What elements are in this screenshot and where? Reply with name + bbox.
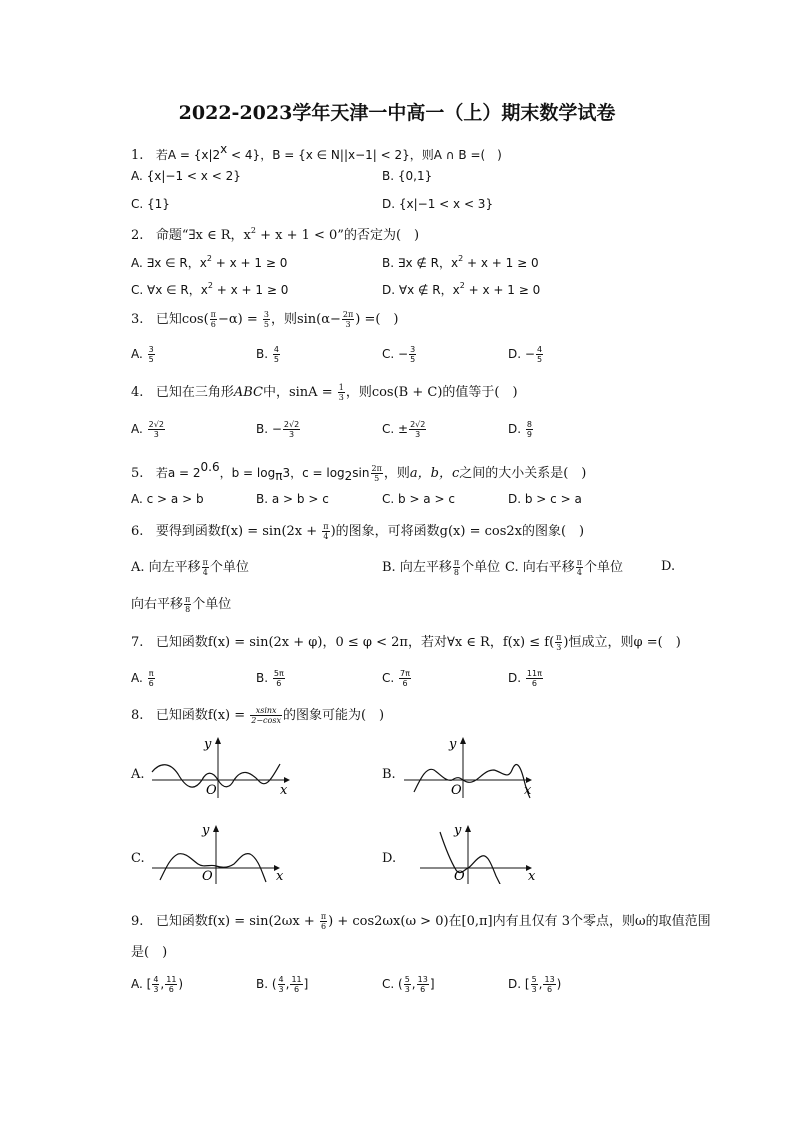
question-text: ) =( ) xyxy=(355,312,399,327)
origin-label: O xyxy=(454,869,465,884)
option-text: + x + 1 ≥ 0 xyxy=(211,256,288,270)
option-d[interactable]: D. {x|−1 < x < 3} xyxy=(382,197,494,211)
question-4 xyxy=(131,383,518,402)
x-label: x xyxy=(276,869,284,884)
option-d[interactable]: D. [ $\frac{5}{3}$ , $\frac{13}{6}$ ) xyxy=(508,975,562,994)
fraction: $\frac{2\pi}{3}$ xyxy=(342,310,354,329)
question-text: 已知在三角形 xyxy=(155,385,234,400)
page-title: 2022-2023学年天津一中高一（上）期末数学试卷 xyxy=(178,102,616,124)
option-c[interactable]: C. xyxy=(131,851,145,866)
y-axis-arrow xyxy=(215,737,221,744)
fraction: $\frac{\pi}{6}$ xyxy=(320,912,327,931)
option-c[interactable]: C. {1} xyxy=(131,197,170,211)
origin-label: O xyxy=(202,869,213,884)
exponent: 0.6 xyxy=(200,460,220,474)
question-number: 6. xyxy=(131,524,144,539)
option-d[interactable]: 向右平移 $\frac{\pi}{8}$ 个单位 xyxy=(131,595,232,614)
graph-option-c[interactable] xyxy=(148,818,298,884)
curve xyxy=(414,765,530,798)
fraction: $\frac{xsinx}{2-\cos x}$ xyxy=(251,706,281,725)
question-9 xyxy=(131,912,711,931)
variables: a，b，c xyxy=(409,466,460,481)
question-text: 已知函数f(x) = xyxy=(155,708,250,723)
fraction: $\frac{2\pi}{5}$ xyxy=(371,464,382,483)
exponent: x xyxy=(220,142,228,156)
question-7 xyxy=(131,633,681,652)
y-label: y xyxy=(204,737,212,752)
option-b[interactable]: B. xyxy=(382,767,396,782)
question-text: 已知函数f(x) = sin(2x + φ)，0 ≤ φ < 2π，若对∀x ∈ R，f(x) ≤ f( xyxy=(155,635,555,650)
exponent: 2 xyxy=(459,281,465,290)
option-text: A. ∃x ∈ R，x xyxy=(131,256,207,270)
question-text: )恒成立，则φ =( ) xyxy=(563,635,681,650)
option-text: B. ∃x ∉ R，x xyxy=(382,256,459,270)
subscript: 2 xyxy=(344,469,353,483)
question-text: −α) = xyxy=(217,312,262,327)
option-d[interactable]: D. − $\frac{4}{5}$ xyxy=(508,345,543,364)
option-b[interactable] xyxy=(382,250,539,272)
option-c[interactable]: C. − $\frac{3}{5}$ xyxy=(382,345,416,364)
option-b[interactable]: B. {0,1} xyxy=(382,169,433,183)
fraction: $\frac{\pi}{3}$ xyxy=(556,633,562,652)
question-number: 9. xyxy=(131,914,144,929)
question-text: ，则cos(B + C)的值等于( ) xyxy=(345,385,518,400)
question-6 xyxy=(131,522,584,541)
question-text: ) + cos2ωx(ω > 0)在[0,π]内有且仅有 3个零点，则ω的取值范围 xyxy=(328,914,711,929)
option-text: C. ∀x ∈ R，x xyxy=(131,283,208,297)
option-a[interactable]: A. {x|−1 < x < 2} xyxy=(131,169,241,183)
option-a[interactable]: A. $\frac{3}{5}$ xyxy=(131,345,154,364)
origin-label: O xyxy=(451,783,462,798)
question-text: 的图象可能为( ) xyxy=(282,708,385,723)
option-b[interactable]: B. − $\frac{2√2}{3}$ xyxy=(256,420,300,439)
y-axis-arrow xyxy=(465,825,471,832)
option-a[interactable]: A. xyxy=(131,767,145,782)
x-label: x xyxy=(524,783,532,798)
option-d[interactable]: D. xyxy=(382,851,397,866)
fraction: $\frac{1}{3}$ xyxy=(338,383,344,402)
question-number: 7. xyxy=(131,635,144,650)
graph-option-a[interactable] xyxy=(148,734,298,800)
option-text: + x + 1 ≥ 0 xyxy=(464,283,541,297)
option-a[interactable]: A. [ $\frac{4}{3}$ , $\frac{11}{6}$ ) xyxy=(131,975,184,994)
question-number: 1. xyxy=(131,148,144,163)
question-text: 已知函数f(x) = sin(2ωx + xyxy=(155,914,319,929)
option-d[interactable]: D. b > c > a xyxy=(508,492,582,506)
option-a[interactable]: A. $\frac{\pi}{6}$ xyxy=(131,669,154,688)
option-c[interactable]: C. ± $\frac{2√2}{3}$ xyxy=(382,420,426,439)
option-a[interactable] xyxy=(131,250,287,272)
question-text: 若A = {x|2 xyxy=(155,148,221,162)
question-text: ，则 xyxy=(383,466,410,481)
option-b[interactable]: B. ( $\frac{4}{3}$ , $\frac{11}{6}$ ] xyxy=(256,975,309,994)
option-c[interactable]: C. b > a > c xyxy=(382,492,455,506)
question-8 xyxy=(131,706,384,725)
option-c[interactable]: C. 向右平移 $\frac{\pi}{4}$ 个单位 xyxy=(505,558,624,577)
question-text: 命题“∃x ∈ R，x xyxy=(155,228,251,243)
question-text: < 4}，B = {x ∈ N||x−1| < 2}，则A ∩ B =( ) xyxy=(227,148,502,162)
x-label: x xyxy=(280,783,288,798)
fraction: $\frac{\pi}{6}$ xyxy=(210,310,216,329)
question-3 xyxy=(131,310,399,329)
question-text: 之间的大小关系是( ) xyxy=(459,466,587,481)
question-2 xyxy=(131,222,419,245)
question-text: ，b = log xyxy=(219,466,276,480)
option-d[interactable]: D. $\frac{8}{9}$ xyxy=(508,420,532,439)
option-c[interactable]: C. $\frac{7\pi}{6}$ xyxy=(382,669,410,688)
graph-option-d[interactable] xyxy=(400,818,550,884)
triangle-name: ABC xyxy=(233,385,263,400)
option-text: + x + 1 ≥ 0 xyxy=(463,256,539,270)
exponent: 2 xyxy=(206,254,212,263)
question-text: )的图象，可将函数g(x) = cos2x的图象( ) xyxy=(330,524,585,539)
question-text: 中，sinA = xyxy=(262,385,337,400)
question-text: 3，c = log xyxy=(282,466,345,480)
option-a[interactable]: A. 向左平移 $\frac{\pi}{4}$ 个单位 xyxy=(131,558,249,577)
option-b[interactable]: B. $\frac{5\pi}{6}$ xyxy=(256,669,284,688)
y-label: y xyxy=(202,823,210,838)
y-axis-arrow xyxy=(213,825,219,832)
question-1 xyxy=(131,140,502,165)
option-a[interactable]: A. $\frac{2√2}{3}$ xyxy=(131,420,164,439)
question-number: 5. xyxy=(131,466,144,481)
option-d-label[interactable]: D. xyxy=(661,559,676,574)
question-text: 要得到函数f(x) = sin(2x + xyxy=(155,524,322,539)
y-label: y xyxy=(454,823,462,838)
x-label: x xyxy=(528,869,536,884)
question-9-continued: 是( ) xyxy=(131,945,168,960)
question-text: ，则sin(α− xyxy=(270,312,341,327)
question-text: + x + 1 < 0”的否定为( ) xyxy=(255,228,420,243)
question-5 xyxy=(131,458,586,485)
option-b[interactable]: B. a > b > c xyxy=(256,492,329,506)
origin-label: O xyxy=(206,783,217,798)
option-c[interactable]: C. ( $\frac{5}{3}$ , $\frac{13}{6}$ ] xyxy=(382,975,435,994)
exponent: 2 xyxy=(207,281,213,290)
fraction: $\frac{\pi}{4}$ xyxy=(323,522,329,541)
question-number: 2. xyxy=(131,228,144,243)
option-a[interactable]: A. c > a > b xyxy=(131,492,204,506)
option-text: + x + 1 ≥ 0 xyxy=(212,283,289,297)
fraction: $\frac{3}{5}$ xyxy=(263,310,269,329)
question-text: 若a = 2 xyxy=(155,466,201,480)
y-axis-arrow xyxy=(460,737,466,744)
option-b[interactable]: B. 向左平移 $\frac{\pi}{8}$ 个单位 xyxy=(382,558,501,577)
option-b[interactable]: B. $\frac{4}{5}$ xyxy=(256,345,279,364)
subscript: π xyxy=(275,469,283,483)
curve xyxy=(440,832,501,884)
option-text: D. ∀x ∉ R，x xyxy=(382,283,460,297)
question-number: 8. xyxy=(131,708,144,723)
question-number: 3. xyxy=(131,312,144,327)
question-text: sin xyxy=(352,466,370,480)
question-number: 4. xyxy=(131,385,144,400)
option-c[interactable] xyxy=(131,277,288,299)
graph-option-b[interactable] xyxy=(400,734,550,800)
option-d[interactable]: D. $\frac{11\pi}{6}$ xyxy=(508,669,542,688)
exponent: 2 xyxy=(458,254,464,263)
y-label: y xyxy=(449,737,457,752)
option-d[interactable] xyxy=(382,277,540,299)
question-text: 已知cos( xyxy=(155,312,209,327)
exponent: 2 xyxy=(250,226,256,235)
